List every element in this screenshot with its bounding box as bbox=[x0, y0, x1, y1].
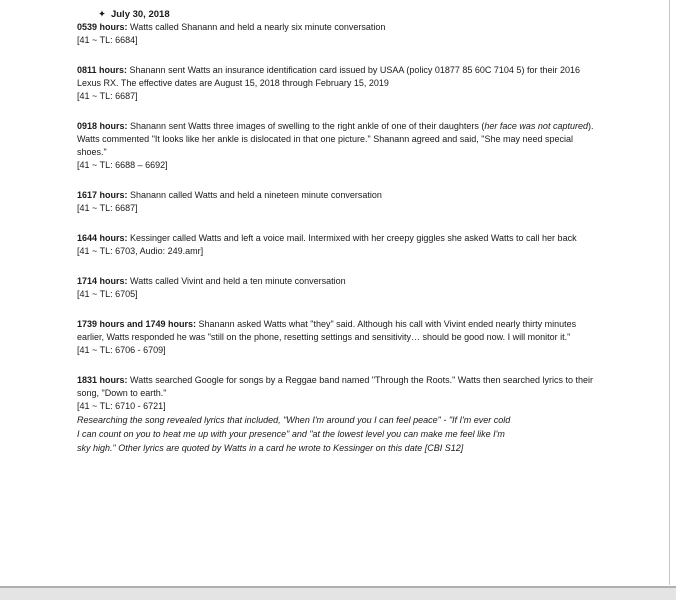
entry-italic-note: her face was not captured bbox=[484, 121, 588, 131]
log-entry bbox=[77, 120, 597, 172]
entry-time: 1714 hours: bbox=[77, 276, 128, 286]
entry-time: 1644 hours: bbox=[77, 233, 128, 243]
entry-time: 1617 hours: bbox=[77, 190, 128, 200]
document-body bbox=[77, 8, 597, 472]
entry-time: 1739 hours and 1749 hours: bbox=[77, 319, 197, 329]
date-heading bbox=[98, 8, 597, 21]
entry-reference: [41 ~ TL: 6705] bbox=[77, 289, 138, 299]
page-edge-line bbox=[669, 0, 670, 585]
entry-text: Watts searched Google for songs by a Reggae band named "Through the Roots." Watts then searched lyrics to their song, "Down to earth." bbox=[77, 375, 593, 398]
entry-text-cont: ). Watts commented "It looks like her ankle is dislocated in that one picture." Shanann agreed and said, "She may need special shoes." bbox=[77, 121, 594, 157]
bottom-edge-line bbox=[0, 586, 676, 588]
entry-reference: [41 ~ TL: 6710 - 6721] bbox=[77, 401, 166, 411]
entry-reference: [41 ~ TL: 6688 – 6692] bbox=[77, 160, 168, 170]
entry-time: 0918 hours: bbox=[77, 121, 128, 131]
cross-mark-icon: ✦ bbox=[98, 9, 106, 20]
entry-reference: [41 ~ TL: 6687] bbox=[77, 203, 138, 213]
log-entry bbox=[77, 64, 597, 103]
log-entry bbox=[77, 275, 597, 301]
date-text: July 30, 2018 bbox=[110, 9, 170, 20]
entry-time: 1831 hours: bbox=[77, 375, 128, 385]
entry-reference: [41 ~ TL: 6706 - 6709] bbox=[77, 345, 166, 355]
entry-reference: [41 ~ TL: 6703, Audio: 249.amr] bbox=[77, 246, 204, 256]
log-entry bbox=[77, 21, 597, 47]
entry-reference: [41 ~ TL: 6687] bbox=[77, 91, 138, 101]
entry-text: Shanann sent Watts an insurance identification card issued by USAA (policy 01877 85 60C 7104 5) for their 2016 Lexus RX. The effective dates are August 15, 2018 through February 15, 2019 bbox=[77, 65, 580, 88]
log-entry bbox=[77, 318, 597, 357]
bottom-edge-bar bbox=[0, 586, 676, 600]
entry-text: Shanann sent Watts three images of swelling to the right ankle of one of their daughters ( bbox=[127, 121, 485, 131]
log-entry bbox=[77, 189, 597, 215]
entry-text: Watts called Shanann and held a nearly six minute conversation bbox=[127, 22, 386, 32]
entry-text: Shanann called Watts and held a nineteen minute conversation bbox=[127, 190, 382, 200]
entry-text: Shanann asked Watts what "they" said. Although his call with Vivint ended nearly thirty minutes earlier, Watts responded he was "still on the phone, resetting settings and sensitivity… should be good now. I will monitor it." bbox=[77, 319, 577, 342]
entry-time: 0539 hours: bbox=[77, 22, 128, 32]
lyrics-note: Researching the song revealed lyrics that included, "When I'm around you I can feel peace" - "If I'm ever cold I can count on you to heat me up with your presence" and "at the lowest level you can make me feel like I'm sky high." Other lyrics are quoted by Watts in a card he wrote to Kessinger on this date [CBI S12] bbox=[77, 415, 511, 453]
entry-time: 0811 hours: bbox=[77, 65, 128, 75]
log-entry bbox=[77, 374, 597, 455]
entry-text: Watts called Vivint and held a ten minute conversation bbox=[127, 276, 346, 286]
entry-text: Kessinger called Watts and left a voice mail. Intermixed with her creepy giggles she asked Watts to call her back bbox=[127, 233, 577, 243]
log-entry bbox=[77, 232, 597, 258]
entry-reference: [41 ~ TL: 6684] bbox=[77, 35, 138, 45]
